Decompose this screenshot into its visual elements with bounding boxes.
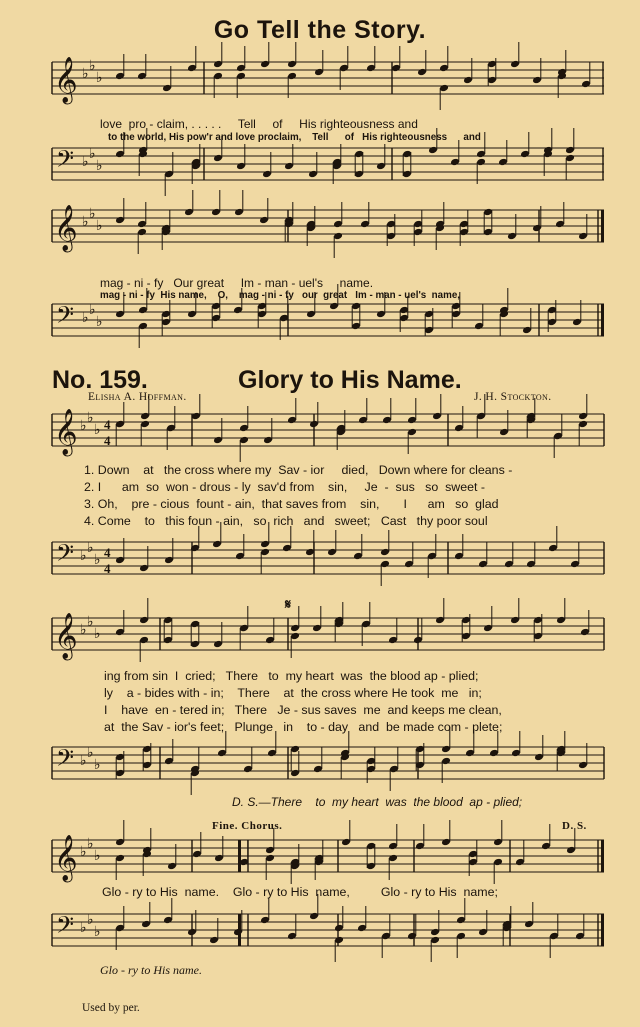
svg-text:𝄞: 𝄞 — [54, 205, 78, 250]
svg-text:♭: ♭ — [94, 423, 101, 438]
treble-staff — [52, 835, 604, 880]
permission-note: Used by per. — [82, 1002, 140, 1014]
composer-credit: J. H. Stockton. — [474, 391, 552, 403]
bass-staff — [52, 144, 604, 184]
staff-lines — [52, 910, 604, 950]
treble-staff — [52, 57, 604, 102]
svg-text:♭: ♭ — [80, 754, 87, 769]
staff-lines — [52, 613, 604, 658]
author-credit: Elisha A. Hoffman. — [88, 391, 187, 403]
svg-text:♭: ♭ — [94, 758, 101, 773]
ds-mark: D. S. — [562, 820, 587, 832]
verse-line: 2. I am so won - drous - ly sav'd from sin, Je - sus so sweet - — [84, 480, 486, 494]
verse-line: ing from sin I cried; There to my heart was the blood ap - plied; — [104, 669, 479, 683]
segno-sign: 𝄋 — [285, 598, 292, 613]
staff-lines — [52, 144, 604, 184]
svg-text:♭: ♭ — [82, 311, 89, 326]
verse-line: 4. Come to this foun - ain, so rich and sweet; Cast thy poor soul — [84, 514, 488, 528]
svg-text:♭: ♭ — [87, 541, 94, 556]
svg-text:♭: ♭ — [89, 303, 96, 318]
svg-text:♭: ♭ — [89, 147, 96, 162]
lyric-line-alto: mag - ni - fy His name, O, mag - ni - fy our great Im - man - uel's name, — [100, 290, 460, 301]
svg-text:♭: ♭ — [94, 925, 101, 940]
bass-staff — [52, 300, 604, 340]
verse-line: 3. Oh, pre - cious fount - ain, that saves from sin, I am so glad — [84, 497, 499, 511]
staff-lines — [52, 300, 604, 340]
svg-text:♭: ♭ — [82, 215, 89, 230]
svg-text:♭: ♭ — [87, 411, 94, 426]
svg-text:𝄢: 𝄢 — [56, 541, 75, 572]
staff-lines — [52, 835, 604, 880]
svg-text:♭: ♭ — [80, 845, 87, 860]
svg-text:♭: ♭ — [87, 837, 94, 852]
svg-text:𝄢: 𝄢 — [56, 913, 75, 944]
svg-text:𝄢: 𝄢 — [56, 746, 75, 777]
svg-text:𝄞: 𝄞 — [54, 835, 78, 880]
svg-text:4: 4 — [104, 417, 111, 432]
treble-staff — [52, 409, 604, 454]
hymn-title: Go Tell the Story. — [213, 16, 427, 44]
staff-lines — [52, 538, 604, 578]
chorus-lyric-line: Glo - ry to His name. Glo - ry to His name, Glo - ry to His name; — [102, 885, 498, 899]
svg-text:𝄞: 𝄞 — [54, 613, 78, 658]
svg-text:♭: ♭ — [80, 921, 87, 936]
lyric-line-alto: to the world, His pow'r and love proclaim, Tell of His righteousness and — [108, 132, 481, 143]
hymn-title: Glory to His Name. — [238, 366, 462, 394]
svg-text:♭: ♭ — [96, 159, 103, 174]
svg-text:♭: ♭ — [87, 615, 94, 630]
bass-staff — [52, 910, 604, 950]
svg-text:♭: ♭ — [96, 315, 103, 330]
bass-staff — [52, 538, 604, 578]
lyric-line: love pro - claim, . . . . . Tell of His righteousness and — [100, 117, 418, 131]
svg-text:♭: ♭ — [89, 59, 96, 74]
bass-staff — [52, 743, 604, 783]
svg-text:𝄞: 𝄞 — [54, 409, 78, 454]
svg-text:♭: ♭ — [80, 419, 87, 434]
staff-lines — [52, 57, 604, 102]
bass-chorus-lyric: Glo - ry to His name. — [100, 963, 202, 977]
svg-text:4: 4 — [104, 545, 111, 560]
svg-text:𝄢: 𝄢 — [56, 303, 75, 334]
verse-line: at the Sav - ior's feet; Plunge in to - day and be made com - plete; — [104, 720, 503, 734]
treble-staff — [52, 205, 604, 250]
verse-line: ly a - bides with - in; There at the cross where He took me in; — [104, 686, 482, 700]
svg-text:♭: ♭ — [80, 623, 87, 638]
ds-lyric-line: D. S.—There to my heart was the blood ap - plied; — [232, 795, 523, 809]
fine-chorus-mark: Fine. Chorus. — [212, 820, 283, 832]
svg-text:♭: ♭ — [96, 219, 103, 234]
verse-line: I have en - tered in; There Je - sus saves me and keeps me clean, — [104, 703, 502, 717]
svg-text:♭: ♭ — [89, 207, 96, 222]
svg-text:♭: ♭ — [94, 849, 101, 864]
verse-line: 1. Down at the cross where my Sav - ior died, Down where for cleans - — [84, 463, 513, 477]
svg-text:♭: ♭ — [94, 553, 101, 568]
lyric-line: mag - ni - fy Our great Im - man - uel's name. — [100, 276, 374, 290]
svg-text:♭: ♭ — [82, 67, 89, 82]
hymn-number: No. 159. — [52, 366, 148, 394]
svg-text:♭: ♭ — [94, 627, 101, 642]
svg-text:4: 4 — [104, 561, 111, 576]
staff-lines — [52, 743, 604, 783]
svg-text:♭: ♭ — [96, 71, 103, 86]
svg-text:♭: ♭ — [82, 155, 89, 170]
staff-lines — [52, 409, 604, 454]
svg-text:4: 4 — [104, 433, 111, 448]
treble-staff — [52, 613, 604, 658]
svg-text:𝄢: 𝄢 — [56, 147, 75, 178]
staff-lines — [52, 205, 604, 250]
svg-text:𝄞: 𝄞 — [54, 57, 78, 102]
svg-text:♭: ♭ — [87, 746, 94, 761]
svg-text:♭: ♭ — [80, 549, 87, 564]
svg-text:♭: ♭ — [87, 913, 94, 928]
